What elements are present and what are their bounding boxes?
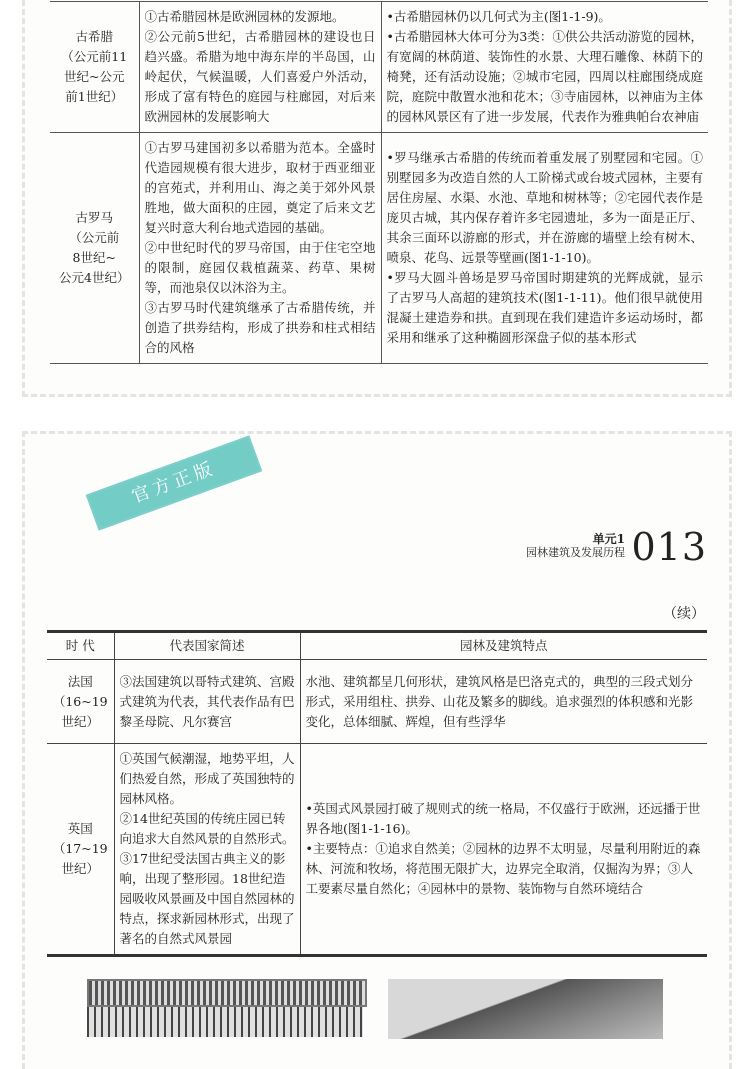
page-bottom bbox=[22, 431, 732, 1069]
summary-item: ③古罗马时代建筑继承了古希腊传统，并创造了拱券结构，形成了拱券和柱式相结合的风格 bbox=[144, 300, 376, 355]
page-header bbox=[47, 434, 707, 584]
era-name: 法国 bbox=[67, 673, 93, 689]
summary-item: ②中世纪时代的罗马帝国，由于住宅空地的限制，庭园仅栽植蔬菜、药草、果树等，而池泉仅以沐浴为主。 bbox=[144, 240, 376, 295]
summary-item: ①古罗马建国初多以希腊为范本。全盛时代造园规模有很大进步，取材于西亚细亚的宫苑式，并利用山、海之美于郊外风景胜地，做大面积的庄园，奠定了后来文艺复兴时意大利台地式造园的基础。 bbox=[144, 140, 376, 235]
era-cell bbox=[47, 660, 114, 744]
history-table-part1 bbox=[50, 1, 708, 364]
era-period: （17~19世纪） bbox=[52, 841, 108, 876]
table-row bbox=[47, 744, 707, 956]
table-row bbox=[50, 133, 708, 364]
header-era: 时 代 bbox=[47, 632, 114, 660]
watermark-stamp: 官方正版 bbox=[86, 435, 263, 530]
figure-strip bbox=[47, 979, 707, 1049]
features-cell bbox=[381, 2, 708, 133]
era-cell bbox=[47, 744, 114, 956]
feature-item: •古希腊园林大体可分为3类：①供公共活动游览的园林，有宽阔的林荫道、装饰性的水景、大理石雕像、林荫下的椅凳，还有活动设施；②城市宅园，四周以柱廊围绕成庭院，庭院中散置水池和花木；③寺庙园林，以神庙为主体的园林风景区有了进一步发展，代表作为雅典帕台农神庙 bbox=[386, 29, 703, 124]
header-features: 园林及建筑特点 bbox=[300, 632, 707, 660]
summary-item: ①英国气候潮湿，地势平坦，人们热爱自然，形成了英国独特的园林风格。 bbox=[119, 751, 295, 806]
era-period: 前1世纪） bbox=[65, 89, 124, 104]
history-table-part2 bbox=[47, 630, 707, 957]
feature-item: •主要特点：①追求自然美；②园林的边界不太明显，尽量利用附近的森林、河流和牧场，将范围无限扩大，边界完全取消，仅掘沟为界；③人工要素尽量自然化；④园林中的景物、装饰物与自然环境结合 bbox=[305, 841, 701, 896]
summary-cell bbox=[139, 2, 381, 133]
summary-cell bbox=[139, 133, 381, 364]
features-cell bbox=[300, 744, 707, 956]
features-cell bbox=[381, 133, 708, 364]
building-photo bbox=[388, 979, 663, 1039]
unit-title: 园林建筑及发展历程 bbox=[526, 546, 625, 559]
summary-cell bbox=[114, 660, 300, 744]
era-period: 8世纪~ bbox=[72, 250, 116, 265]
era-cell bbox=[50, 2, 139, 133]
ornamental-frieze-image bbox=[87, 979, 367, 1007]
feature-item: •罗马继承古希腊的传统而着重发展了别墅园和宅园。①别墅园多为改造自然的人工阶梯式或台坡式园林，主要有居住房屋、水渠、水池、草地和树林等；②宅园代表作是庞贝古城，其内保存着许多宅园遗址，多为一面是正厅、其余三面环以游廊的形式，并在游廊的墙壁上绘有树木、喷泉、花鸟、远景等壁画(图1-1-10)。 bbox=[386, 150, 703, 265]
ornamental-frieze-image-lower bbox=[87, 1007, 363, 1037]
era-name: 古罗马 bbox=[75, 210, 113, 225]
era-name: 古希腊 bbox=[75, 29, 113, 44]
page-number: 013 bbox=[631, 525, 707, 569]
continued-label: （续） bbox=[663, 606, 705, 622]
era-period: （公元前11 bbox=[61, 49, 128, 64]
unit-label: 单元1 bbox=[592, 532, 625, 546]
header-summary: 代表国家简述 bbox=[114, 632, 300, 660]
summary-cell bbox=[114, 744, 300, 956]
page-top bbox=[22, 0, 732, 397]
feature-item: 水池、建筑都呈几何形状，建筑风格是巴洛克式的，典型的三段式划分形式，采用组柱、拱券、山花及繁多的脚线。追求强烈的体积感和光影变化，总体细腻、辉煌，但有些浮华 bbox=[305, 673, 694, 729]
feature-item: •古希腊园林仍以几何式为主(图1-1-9)。 bbox=[386, 9, 611, 24]
summary-item: ③17世纪受法国古典主义的影响，出现了整形园。18世纪造园吸收风景画及中国自然园林的特点，探求新园林形式，出现了著名的自然式风景园 bbox=[119, 851, 295, 946]
feature-item: •罗马大圆斗兽场是罗马帝国时期建筑的光辉成就，显示了古罗马人高超的建筑技术(图1-1-11)。他们很早就使用混凝土建造券和拱。直到现在我们建造许多运动场时，都采用和继承了这种椭圆形深盘子似的基本形式 bbox=[386, 270, 703, 345]
era-name: 英国 bbox=[67, 821, 93, 836]
era-period: 公元4世纪） bbox=[59, 270, 130, 285]
era-period: （16~19世纪） bbox=[52, 693, 108, 729]
summary-item: ②公元前5世纪，古希腊园林的建设也日趋兴盛。希腊为地中海东岸的半岛国，山岭起伏，气候温暖，人们喜爱户外活动，形成了富有特色的庭园与柱廊园，对后来欧洲园林的发展影响大 bbox=[144, 29, 376, 124]
summary-item: ①古希腊园林是欧洲园林的发源地。 bbox=[144, 9, 345, 24]
era-cell bbox=[50, 133, 139, 364]
era-period: 世纪~公元 bbox=[64, 69, 125, 84]
summary-item: ②14世纪英国的传统庄园已转向追求大自然风景的自然形式。 bbox=[119, 811, 295, 846]
feature-item: •英国式风景园打破了规则式的统一格局，不仅盛行于欧洲，还远播于世界各地(图1-1-16)。 bbox=[305, 801, 701, 836]
table-row bbox=[50, 2, 708, 133]
era-period: （公元前 bbox=[69, 230, 120, 245]
table-row bbox=[47, 660, 707, 744]
running-header bbox=[526, 532, 625, 560]
summary-item: ③法国建筑以哥特式建筑、宫殿式建筑为代表，其代表作品有巴黎圣母院、凡尔赛宫 bbox=[119, 673, 295, 729]
features-cell bbox=[300, 660, 707, 744]
table-header-row bbox=[47, 632, 707, 660]
